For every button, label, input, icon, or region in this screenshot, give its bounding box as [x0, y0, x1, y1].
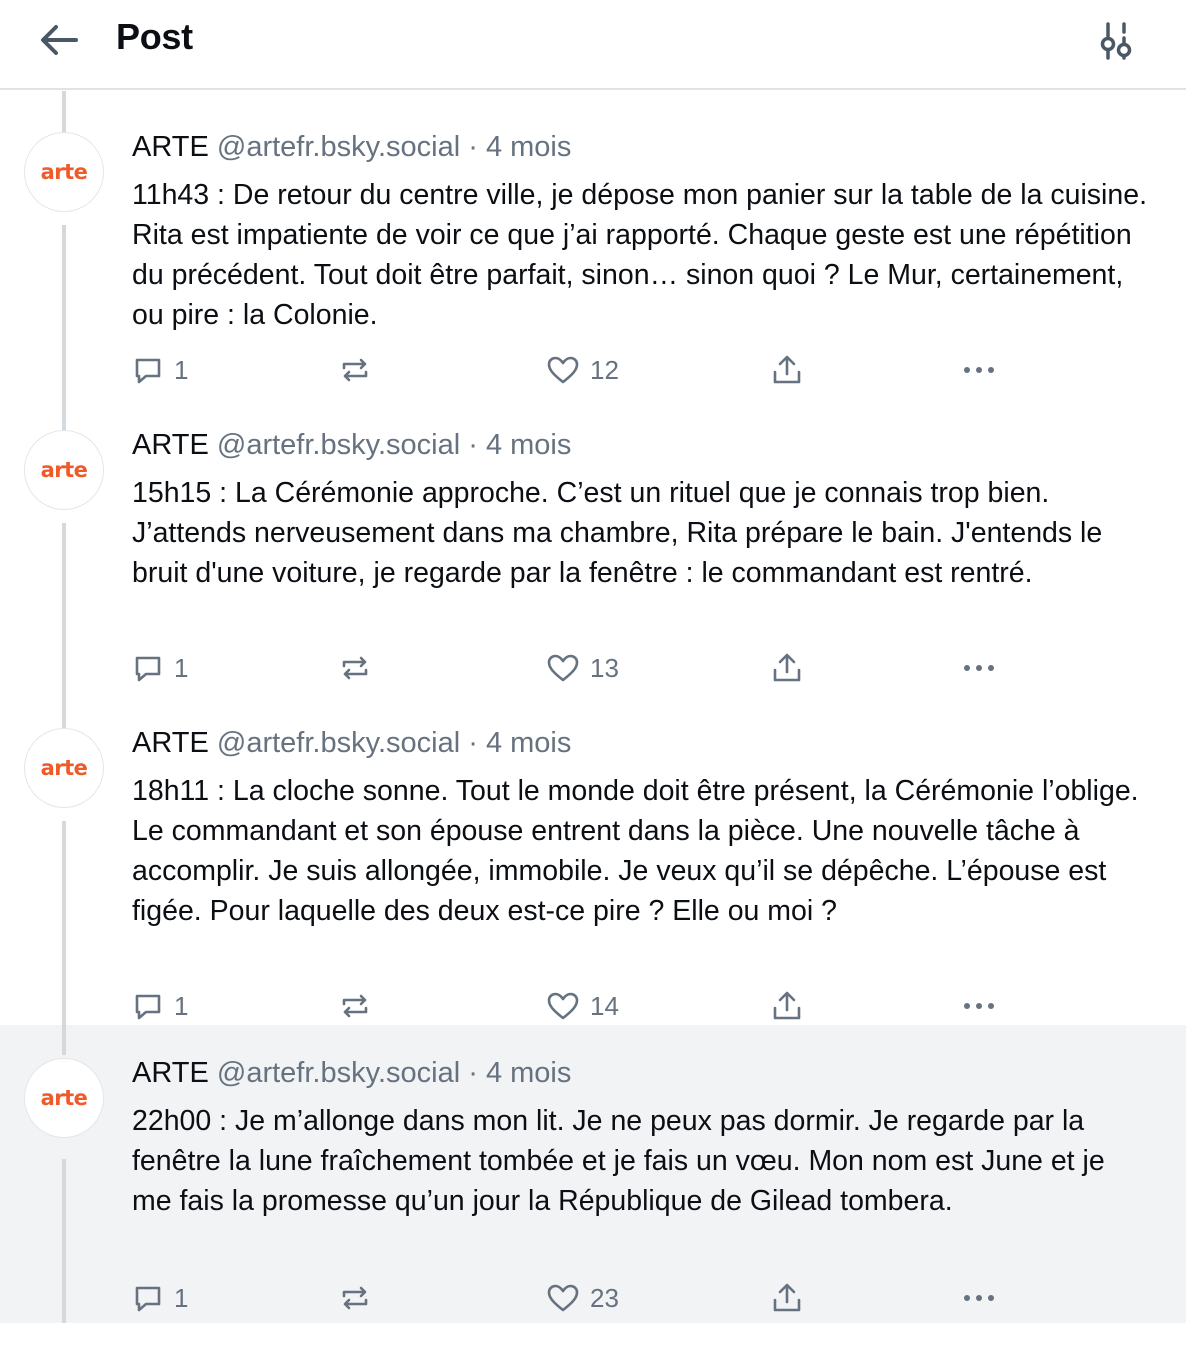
like-count: 23: [590, 1282, 619, 1313]
heart-icon: [546, 652, 580, 684]
arte-logo: arte: [40, 458, 88, 482]
thread-line: [62, 1025, 66, 1055]
repost-icon: [338, 354, 372, 386]
post-actions: [132, 350, 1012, 390]
share-icon: [770, 651, 804, 685]
thread-line: [62, 91, 66, 132]
heart-icon: [546, 354, 580, 386]
share-icon: [770, 989, 804, 1023]
comment-icon: [132, 652, 164, 684]
comment-icon: [132, 1282, 164, 1314]
post-text: 11h43 : De retour du centre ville, je dépose mon panier sur la table de la cuisine. Rita est impatiente de voir ce que j’ai rapporté. Chaque geste est une répétition du précédent. Tout doit être parfait, sinon… sinon quoi ? Le Mur, certainement, ou pire : la Colonie.: [132, 179, 1147, 331]
author-handle[interactable]: @artefr.bsky.social: [216, 1057, 461, 1089]
sliders-icon: [1094, 18, 1140, 64]
post-text: 18h11 : La cloche sonne. Tout le monde doit être présent, la Cérémonie l’oblige. Le commandant et son épouse entrent dans la pièce. Une nouvelle tâche à accomplir. Je suis allongée, immobile. Je veux qu’il se dépêche. L’épouse est figée. Pour laquelle des deux est-ce pire ? Elle ou moi ?: [132, 775, 1139, 927]
separator: ·: [468, 1057, 478, 1089]
post-meta: [132, 727, 571, 760]
avatar[interactable]: [24, 1058, 104, 1138]
back-button[interactable]: [36, 20, 82, 60]
post-time[interactable]: 4 mois: [485, 1057, 572, 1089]
avatar[interactable]: [24, 728, 104, 808]
reply-count: 1: [174, 990, 189, 1021]
top-bar: [0, 0, 1186, 90]
reply-button[interactable]: [132, 648, 188, 688]
post[interactable]: [0, 91, 1186, 389]
post-actions: [132, 1278, 1012, 1318]
more-icon: [962, 1293, 996, 1303]
author-name[interactable]: ARTE: [132, 727, 209, 759]
share-icon: [770, 1281, 804, 1315]
post-text: 22h00 : Je m’allonge dans mon lit. Je ne peux pas dormir. Je regarde par la fenêtre la lune fraîchement tombée et je fais un vœu. Mon nom est June et je me fais la promesse qu’un jour la République de Gilead tombera.: [132, 1105, 1105, 1217]
author-name[interactable]: ARTE: [132, 131, 209, 163]
repost-button[interactable]: [338, 1278, 372, 1318]
author-handle[interactable]: @artefr.bsky.social: [216, 429, 461, 461]
separator: ·: [468, 727, 478, 759]
comment-icon: [132, 990, 164, 1022]
like-count: 13: [590, 652, 619, 683]
post-focused[interactable]: [0, 1025, 1186, 1323]
arte-logo: arte: [40, 756, 88, 780]
thread-line: [62, 821, 66, 1025]
more-icon: [962, 365, 996, 375]
thread-line: [62, 1159, 66, 1323]
repost-icon: [338, 1282, 372, 1314]
share-icon: [770, 353, 804, 387]
separator: ·: [468, 131, 478, 163]
avatar[interactable]: [24, 132, 104, 212]
like-button[interactable]: [546, 986, 619, 1026]
arte-logo: arte: [40, 1086, 88, 1110]
reply-button[interactable]: [132, 350, 188, 390]
post-time[interactable]: 4 mois: [485, 727, 572, 759]
author-name[interactable]: ARTE: [132, 429, 209, 461]
avatar[interactable]: [24, 430, 104, 510]
post-meta: [132, 429, 571, 462]
reply-count: 1: [174, 1282, 189, 1313]
page-title: Post: [116, 16, 193, 57]
more-icon: [962, 663, 996, 673]
share-button[interactable]: [770, 986, 804, 1026]
author-handle[interactable]: @artefr.bsky.social: [216, 727, 461, 759]
thread-settings-button[interactable]: [1094, 18, 1140, 64]
post-actions: [132, 986, 1012, 1026]
heart-icon: [546, 990, 580, 1022]
reply-count: 1: [174, 354, 189, 385]
thread-line: [62, 225, 66, 389]
author-handle[interactable]: @artefr.bsky.social: [216, 131, 461, 163]
post[interactable]: [0, 389, 1186, 687]
post-actions: [132, 648, 1012, 688]
post-text: 15h15 : La Cérémonie approche. C’est un rituel que je connais trop bien. J’attends nerveusement dans ma chambre, Rita prépare le bain. J'entends le bruit d'une voiture, je regarde par la fenêtre : le commandant est rentré.: [132, 477, 1103, 589]
like-button[interactable]: [546, 1278, 619, 1318]
share-button[interactable]: [770, 648, 804, 688]
post-meta: [132, 131, 571, 164]
repost-icon: [338, 652, 372, 684]
arrow-left-icon: [36, 20, 82, 60]
arte-logo: arte: [40, 160, 88, 184]
post-time[interactable]: 4 mois: [485, 429, 572, 461]
thread-line: [62, 687, 66, 728]
like-count: 14: [590, 990, 619, 1021]
post[interactable]: [0, 687, 1186, 1025]
reply-button[interactable]: [132, 1278, 188, 1318]
post-meta: [132, 1057, 571, 1090]
thread: [0, 91, 1186, 1323]
like-count: 12: [590, 354, 619, 385]
share-button[interactable]: [770, 350, 804, 390]
repost-button[interactable]: [338, 648, 372, 688]
thread-line: [62, 523, 66, 687]
separator: ·: [468, 429, 478, 461]
more-icon: [962, 1001, 996, 1011]
more-options-button[interactable]: [962, 1278, 996, 1318]
comment-icon: [132, 354, 164, 386]
more-options-button[interactable]: [962, 648, 996, 688]
reply-button[interactable]: [132, 986, 188, 1026]
reply-count: 1: [174, 652, 189, 683]
post-time[interactable]: 4 mois: [485, 131, 572, 163]
repost-button[interactable]: [338, 350, 372, 390]
repost-button[interactable]: [338, 986, 372, 1026]
like-button[interactable]: [546, 350, 619, 390]
author-name[interactable]: ARTE: [132, 1057, 209, 1089]
share-button[interactable]: [770, 1278, 804, 1318]
repost-icon: [338, 990, 372, 1022]
like-button[interactable]: [546, 648, 619, 688]
more-options-button[interactable]: [962, 350, 996, 390]
more-options-button[interactable]: [962, 986, 996, 1026]
heart-icon: [546, 1282, 580, 1314]
thread-line: [62, 389, 66, 430]
